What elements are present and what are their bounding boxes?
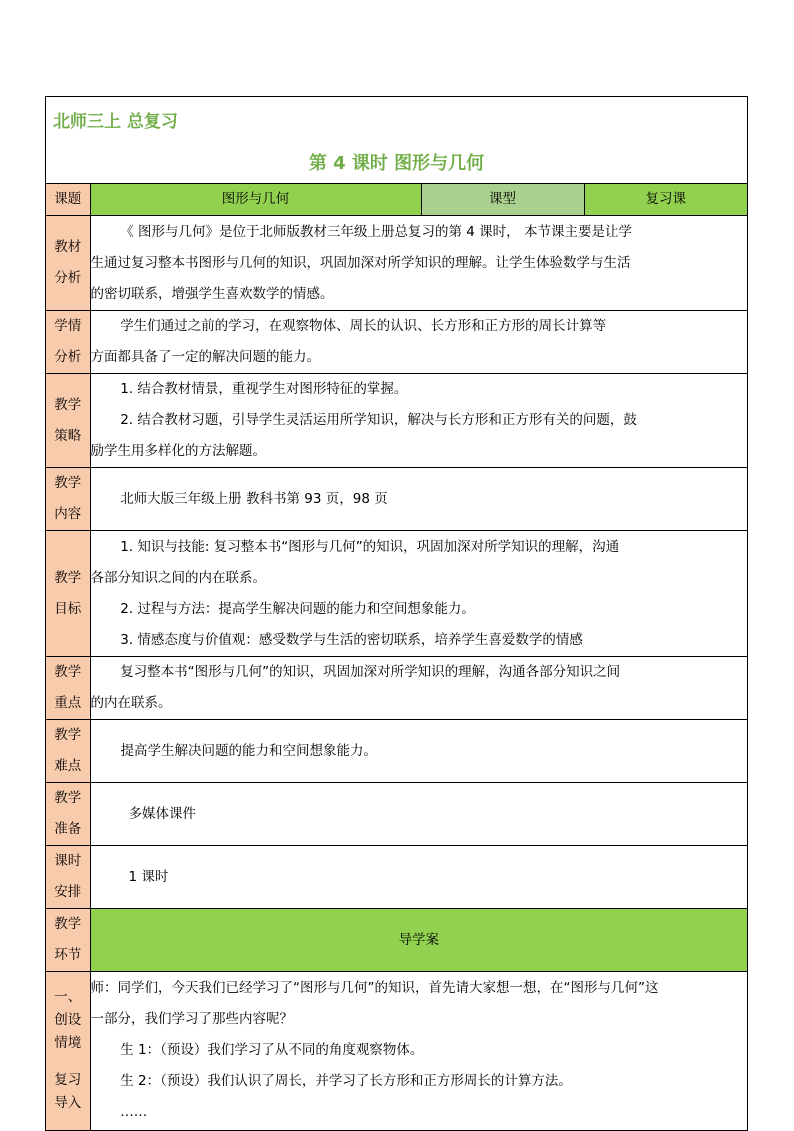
key-points-label: 教学 重点 <box>46 657 90 720</box>
student-analysis-text: 学生们通过之前的学习，在观察物体、周长的认识、长方形和正方形的周长计算等 方面都具备了一定的解决问题的能力。 <box>90 311 747 374</box>
teaching-content-label: 教学 内容 <box>46 468 90 531</box>
teaching-strategy-row <box>46 374 747 468</box>
topic-value: 图形与几何 <box>90 184 421 216</box>
teaching-strategy-text: 1. 结合教材情景，重视学生对图形特征的掌握。 2. 结合教材习题，引导学生灵活运用所学知识，解决与长方形和正方形有关的问题，鼓 励学生用多样化的方法解题。 <box>90 374 747 468</box>
student-analysis-label: 学情 分析 <box>46 311 90 374</box>
schedule-row <box>46 846 747 909</box>
intro-row <box>46 972 747 1130</box>
student-analysis-row <box>46 311 747 374</box>
stage-row <box>46 909 747 972</box>
schedule-text: 1 课时 <box>90 846 747 909</box>
intro-label: 一、 创设 情境 复习 导入 <box>46 972 90 1130</box>
teaching-content-row <box>46 468 747 531</box>
textbook-analysis-row <box>46 216 747 311</box>
lesson-plan-frame <box>45 96 748 1131</box>
topic-label: 课题 <box>46 184 90 216</box>
difficulties-label: 教学 难点 <box>46 720 90 783</box>
preparation-label: 教学 准备 <box>46 783 90 846</box>
preparation-row <box>46 783 747 846</box>
difficulties-text: 提高学生解决问题的能力和空间想象能力。 <box>90 720 747 783</box>
series-title: 北师三上 总复习 <box>53 112 178 132</box>
preparation-text: 多媒体课件 <box>90 783 747 846</box>
difficulties-row <box>46 720 747 783</box>
key-points-row <box>46 657 747 720</box>
intro-text: 师：同学们，今天我们已经学习了“图形与几何”的知识，首先请大家想一想，在“图形与几何”这 一部分，我们学习了那些内容呢？ 生 1：（预设）我们学习了从不同的角度观察物体。 生 2：（预设）我们认识了周长，并学习了长方形和正方形周长的计算方法。 …… <box>90 972 747 1130</box>
teaching-goals-row <box>46 531 747 657</box>
teaching-goals-text: 1. 知识与技能: 复习整本书“图形与几何”的知识，巩固加深对所学知识的理解，沟通 各部分知识之间的内在联系。 2. 过程与方法：提高学生解决问题的能力和空间想象能力。 3. 情感态度与价值观：感受数学与生活的密切联系，培养学生喜爱数学的情感 <box>90 531 747 657</box>
teaching-goals-label: 教学 目标 <box>46 531 90 657</box>
summary-row <box>46 184 747 216</box>
textbook-analysis-label: 教材 分析 <box>46 216 90 311</box>
type-value: 复习课 <box>584 184 747 216</box>
header-block <box>46 97 747 184</box>
type-label: 课型 <box>421 184 584 216</box>
teaching-content-text: 北师大版三年级上册 教科书第 93 页，98 页 <box>90 468 747 531</box>
lesson-plan-table <box>46 184 747 1130</box>
stage-value: 导学案 <box>90 909 747 972</box>
stage-label: 教学 环节 <box>46 909 90 972</box>
key-points-text: 复习整本书“图形与几何”的知识，巩固加深对所学知识的理解，沟通各部分知识之间 的内在联系。 <box>90 657 747 720</box>
schedule-label: 课时 安排 <box>46 846 90 909</box>
textbook-analysis-text: 《 图形与几何》是位于北师版教材三年级上册总复习的第 4 课时， 本节课主要是让学 生通过复习整本书图形与几何的知识，巩固加深对所学知识的理解。让学生体验数学与生活 的密切联系，增强学生喜欢数学的情感。 <box>90 216 747 311</box>
lesson-title: 第 4 课时 图形与几何 <box>308 153 485 174</box>
teaching-strategy-label: 教学 策略 <box>46 374 90 468</box>
